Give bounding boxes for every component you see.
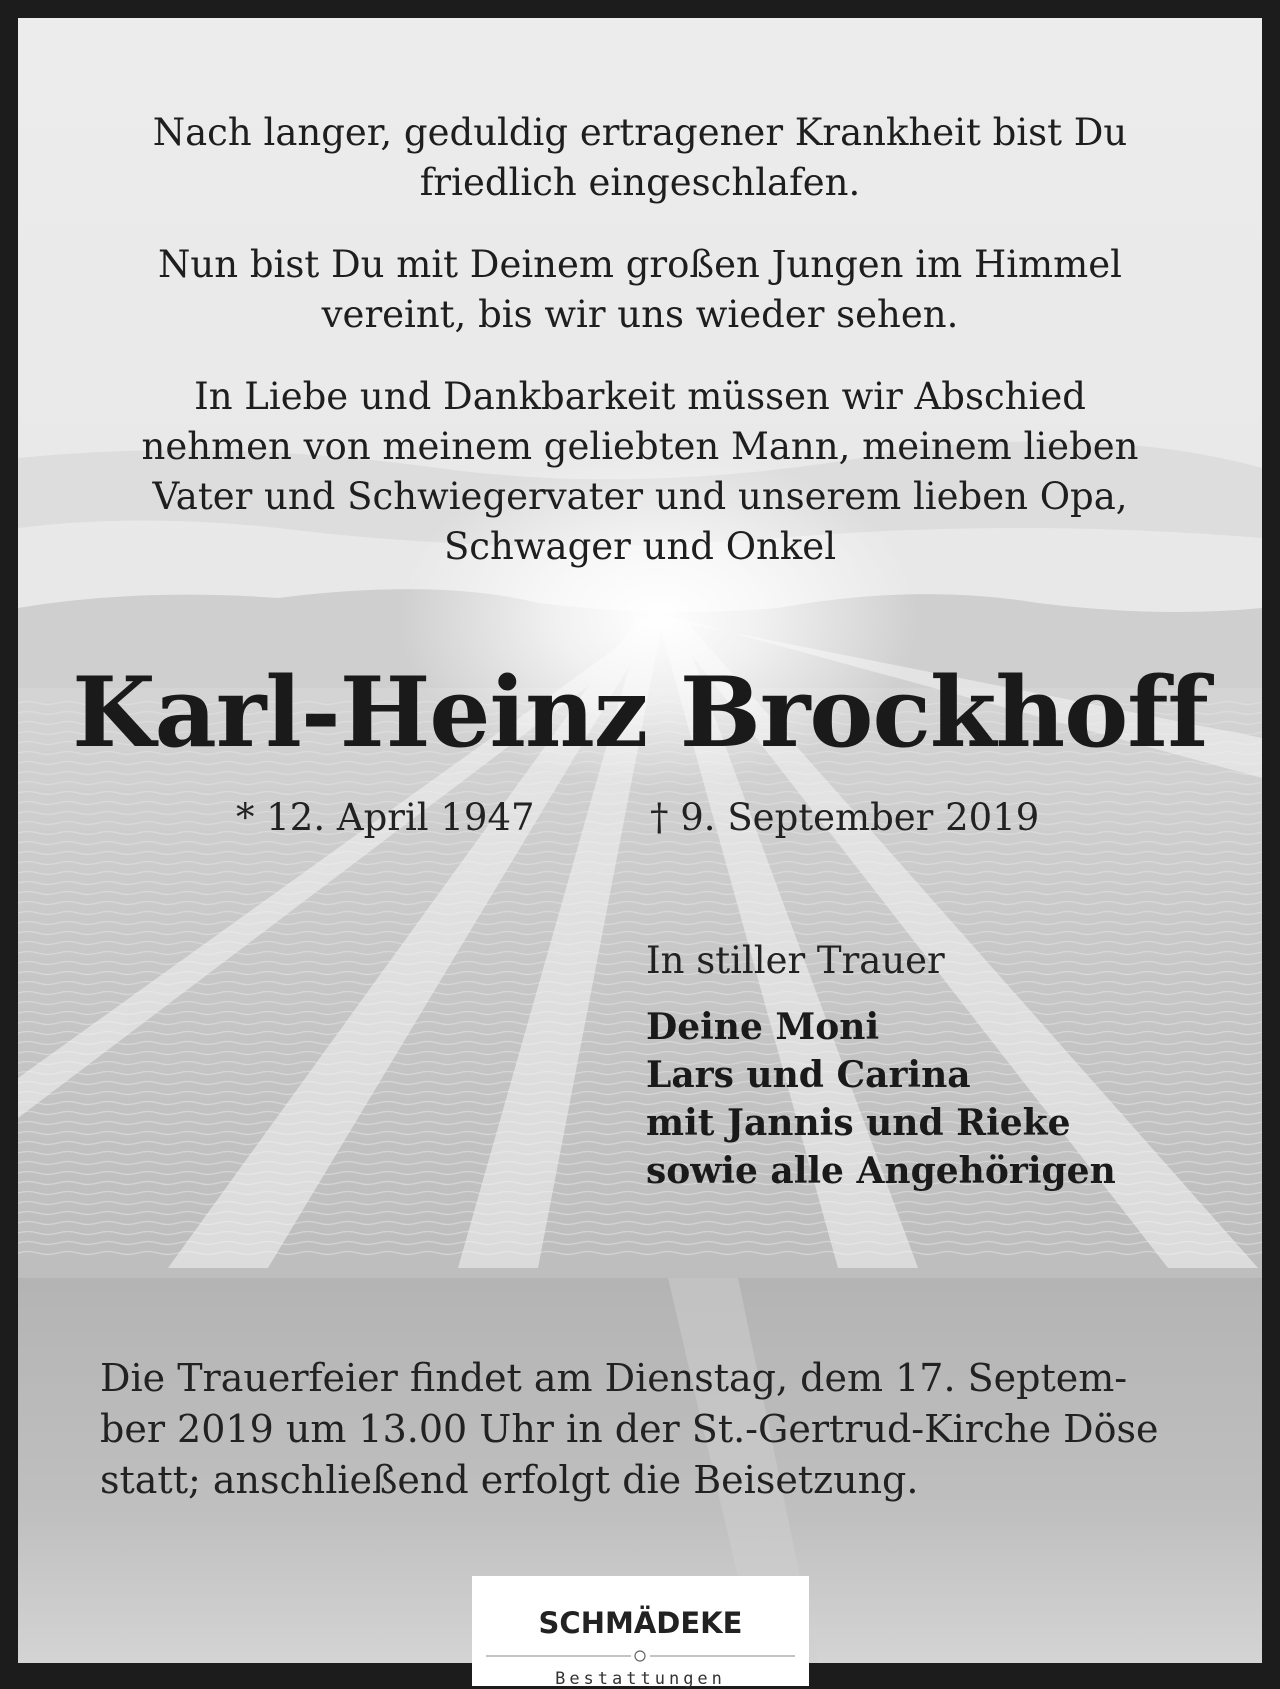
intro-line: Nach langer, geduldig ertragener Krankheit bist Du [152,111,1128,154]
intro-line: vereint, bis wir uns wieder sehen. [321,293,959,336]
death-date: † 9. September 2019 [650,796,1040,839]
funeral-line: Die Trauerfeier findet am Dienstag, dem 17. Septem- [100,1356,1128,1400]
logo-subtitle: Bestattungen [555,1669,726,1689]
intro-paragraph-2 [98,240,1182,340]
intro-line: In Liebe und Dankbarkeit müssen wir Abschied [194,375,1086,418]
intro-line: friedlich eingeschlafen. [419,161,861,204]
logo-ornament-icon [486,1649,795,1663]
funeral-line: ber 2019 um 13.00 Uhr in der St.-Gertrud-Kirche Döse [100,1407,1159,1451]
intro-line: Schwager und Onkel [443,525,837,568]
family-member: Deine Moni [646,1006,880,1048]
funeral-line: statt; anschließend erfolgt die Beisetzung. [100,1458,919,1502]
deceased-name: Karl-Heinz Brockhoff [72,656,1208,769]
intro-line: nehmen von meinem geliebten Mann, meinem lieben [141,425,1139,468]
intro-line: Vater und Schwiegervater und unserem lieben Opa, [152,475,1128,518]
intro-line: Nun bist Du mit Deinem großen Jungen im Himmel [158,243,1122,286]
undertaker-logo [472,1576,809,1689]
funeral-details [100,1353,1210,1506]
obituary-notice [18,18,1262,1689]
family-member: mit Jannis und Rieke [646,1102,1071,1144]
family-list [646,1003,1116,1195]
mourning-phrase: In stiller Trauer [646,939,945,982]
intro-paragraph-3 [98,372,1182,572]
family-member: Lars und Carina [646,1054,971,1096]
family-member: sowie alle Angehörigen [646,1150,1116,1192]
intro-paragraph-1 [98,108,1182,208]
logo-name: SCHMÄDEKE [538,1606,743,1640]
birth-date: * 12. April 1947 [236,796,535,839]
